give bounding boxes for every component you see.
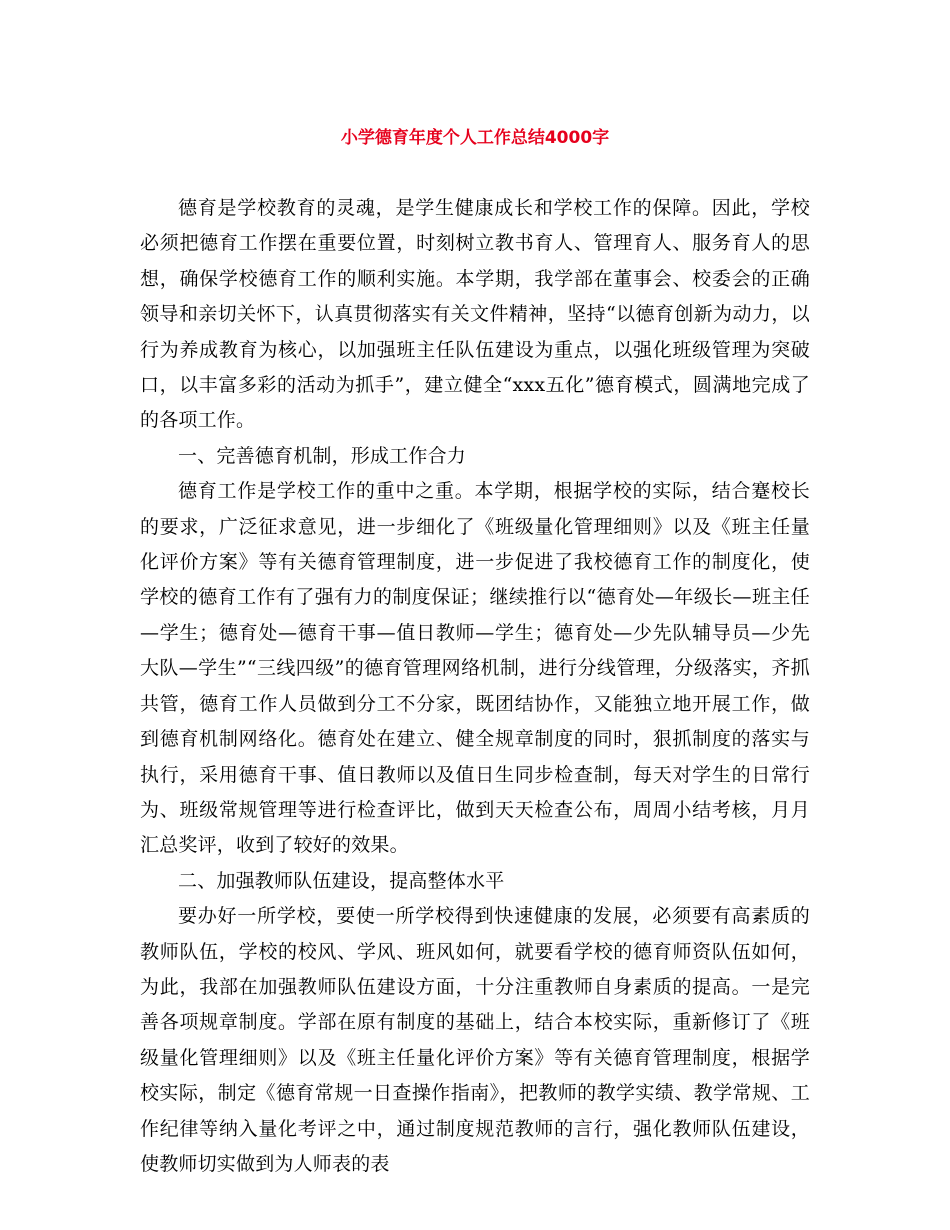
section-heading-1: 一、完善德育机制，形成工作合力 [178, 444, 467, 467]
paragraph-intro: 德育是学校教育的灵魂，是学生健康成长和学校工作的保障。因此，学校必须把德育工作摆在重要位置，时刻树立教书育人、管理育人、服务育人的思想，确保学校德育工作的顺利实施。本学期，我学部在董事会、校委会的正确领导和亲切关怀下，认真贯彻落实有关文件精神，坚持“以德育创新为动力，以行为养成教育为核心，以加强班主任队伍建设为重点，以强化班级管理为突破口，以丰富多彩的活动为抓手”，建立健全“xxx五化”德育模式，圆满地完成了的各项工作。 [140, 197, 810, 432]
paragraph-section-1: 德育工作是学校工作的重中之重。本学期，根据学校的实际，结合蹇校长的要求，广泛征求意见，进一步细化了《班级量化管理细则》以及《班主任量化评价方案》等有关德育管理制度，进一步促进了我校德育工作的制度化，使学校的德育工作有了强有力的制度保证；继续推行以“德育处—年级长—班主任—学生；德育处—德育干事—值日教师—学生；德育处—少先队辅导员—少先大队—学生”“三线四级”的德育管理网络机制，进行分线管理，分级落实，齐抓共管，德育工作人员做到分工不分家，既团结协作，又能独立地开展工作，做到德育机制网络化。德育处在建立、健全规章制度的同时，狠抓制度的落实与执行，采用德育干事、值日教师以及值日生同步检查制，每天对学生的日常行为、班级常规管理等进行检查评比，做到天天检查公布，周周小结考核，月月汇总奖评，收到了较好的效果。 [140, 480, 810, 857]
section-heading-2: 二、加强教师队伍建设，提高整体水平 [178, 869, 505, 892]
document-body [140, 191, 810, 1182]
paragraph-section-2: 要办好一所学校，要使一所学校得到快速健康的发展，必须要有高素质的教师队伍，学校的校风、学风、班风如何，就要看学校的德育师资队伍如何，为此，我部在加强教师队伍建设方面，十分注重教师自身素质的提高。一是完善各项规章制度。学部在原有制度的基础上，结合本校实际，重新修订了《班级量化管理细则》以及《班主任量化评价方案》等有关德育管理制度，根据学校实际，制定《德育常规一日查操作指南》，把教师的教学实绩、教学常规、工作纪律等纳入量化考评之中，通过制度规范教师的言行，强化教师队伍建设，使教师切实做到为人师表的表 [140, 905, 810, 1175]
document-title: 小学德育年度个人工作总结4000字 [340, 128, 610, 148]
